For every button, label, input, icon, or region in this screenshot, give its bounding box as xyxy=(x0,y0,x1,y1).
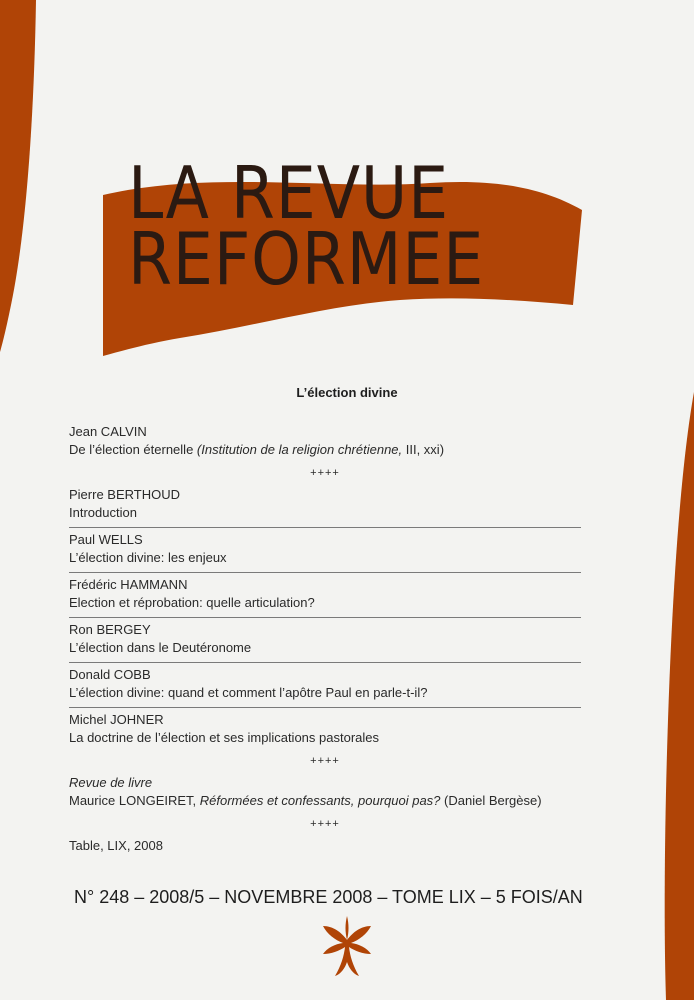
toc-author: Michel JOHNER xyxy=(69,712,164,727)
left-orange-band xyxy=(0,0,36,352)
journal-title-line-2: REFORMEE xyxy=(128,217,485,301)
toc-title: L’élection divine: les enjeux xyxy=(69,550,227,565)
toc-entry-calvin xyxy=(69,423,581,459)
toc-title: Election et réprobation: quelle articulation? xyxy=(69,595,315,610)
dove-icon xyxy=(301,910,393,990)
toc-title: De l’élection éternelle (Institution de la religion chrétienne, III, xxi) xyxy=(69,442,445,457)
separator-plus: ++++ xyxy=(310,818,340,830)
review-heading: Revue de livre xyxy=(69,775,153,790)
toc-author: Donald COBB xyxy=(69,667,151,682)
toc-entry xyxy=(69,666,581,708)
journal-title-line-1: LA REVUE xyxy=(128,151,450,235)
toc-table: Table, LIX, 2008 xyxy=(69,838,163,853)
review-line: Maurice LONGEIRET, Réformées et confessants, pourquoi pas? (Daniel Bergèse) xyxy=(69,793,542,808)
toc-entry xyxy=(69,486,581,528)
toc-entry xyxy=(69,621,581,663)
toc-title: L’élection dans le Deutéronome xyxy=(69,640,252,655)
toc-author: Jean CALVIN xyxy=(69,424,147,439)
right-orange-band xyxy=(665,392,694,1000)
toc-title: La doctrine de l’élection et ses implications pastorales xyxy=(69,730,380,745)
separator-plus: ++++ xyxy=(310,755,340,767)
toc-author: Ron BERGEY xyxy=(69,622,151,637)
toc-author: Paul WELLS xyxy=(69,532,143,547)
toc-author: Pierre BERTHOUD xyxy=(69,487,181,502)
table-of-contents xyxy=(69,423,581,855)
issue-theme: L’élection divine xyxy=(296,385,398,400)
separator-plus: ++++ xyxy=(310,467,340,479)
toc-title: Introduction xyxy=(69,505,137,520)
issue-info: N° 248 – 2008/5 – NOVEMBRE 2008 – TOME LIX – 5 FOIS/AN xyxy=(74,887,583,907)
toc-author: Frédéric HAMMANN xyxy=(69,577,188,592)
toc-entry xyxy=(69,576,581,618)
toc-title: L’élection divine: quand et comment l’apôtre Paul en parle-t-il? xyxy=(69,685,428,700)
toc-entry xyxy=(69,531,581,573)
toc-entry xyxy=(69,711,581,747)
toc-book-review xyxy=(69,774,581,810)
journal-title xyxy=(128,151,498,301)
